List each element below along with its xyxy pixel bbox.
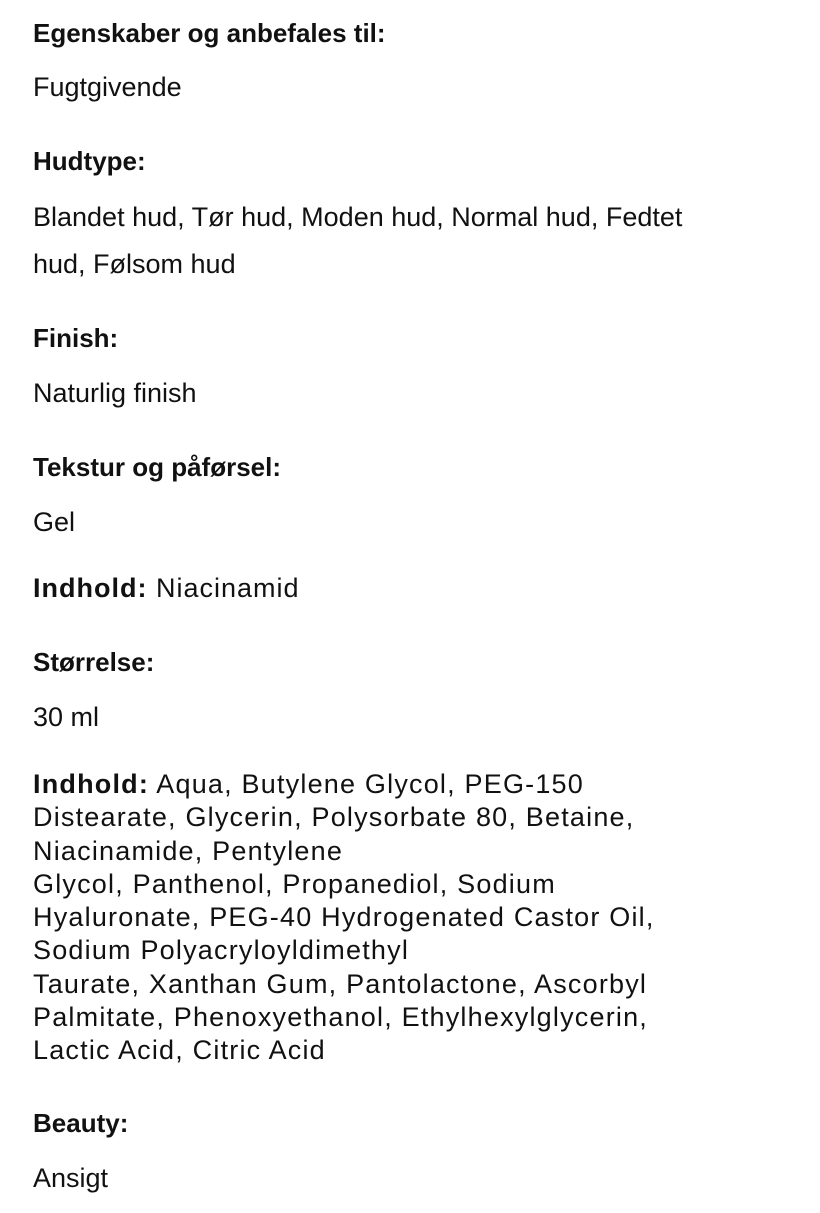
skin-type-value-line-2: hud, Følsom hud: [33, 249, 236, 279]
ingredients-list: [33, 768, 793, 1068]
ingredients-label: Indhold:: [33, 769, 150, 799]
ingredients-line: Glycol, Panthenol, Propanediol, Sodium: [33, 868, 556, 899]
key-ingredient-value: Niacinamid: [155, 573, 300, 603]
key-ingredient-row: [33, 571, 300, 605]
finish-value: Naturlig finish: [33, 378, 197, 408]
beauty-value: Ansigt: [33, 1163, 109, 1193]
skin-type-value-line-1: Blandet hud, Tør hud, Moden hud, Normal hud, Fedtet: [33, 202, 683, 232]
texture-label: Tekstur og påførsel:: [33, 452, 282, 482]
key-ingredient-label: Indhold:: [33, 573, 148, 603]
finish-label: Finish:: [33, 323, 119, 353]
ingredients-line: Lactic Acid, Citric Acid: [33, 1035, 326, 1066]
ingredients-line: Palmitate, Phenoxyethanol, Ethylhexylglycerin,: [33, 1002, 649, 1033]
ingredients-text: Aqua, Butylene Glycol, PEG-150: [156, 769, 584, 799]
ingredients-line: [33, 768, 793, 801]
properties-label: Egenskaber og anbefales til:: [33, 18, 386, 48]
ingredients-line: Distearate, Glycerin, Polysorbate 80, Betaine,: [33, 802, 635, 833]
ingredients-line: Niacinamide, Pentylene: [33, 835, 344, 866]
size-value: 30 ml: [33, 702, 100, 732]
ingredients-line: Hyaluronate, PEG-40 Hydrogenated Castor Oil,: [33, 902, 655, 933]
size-label: Størrelse:: [33, 647, 155, 677]
ingredients-line: Sodium Polyacryloyldimethyl: [33, 935, 410, 966]
beauty-label: Beauty:: [33, 1108, 129, 1138]
ingredients-line: Taurate, Xanthan Gum, Pantolactone, Ascorbyl: [33, 968, 648, 999]
texture-value: Gel: [33, 507, 76, 537]
skin-type-label: Hudtype:: [33, 146, 146, 176]
properties-value: Fugtgivende: [33, 72, 182, 102]
